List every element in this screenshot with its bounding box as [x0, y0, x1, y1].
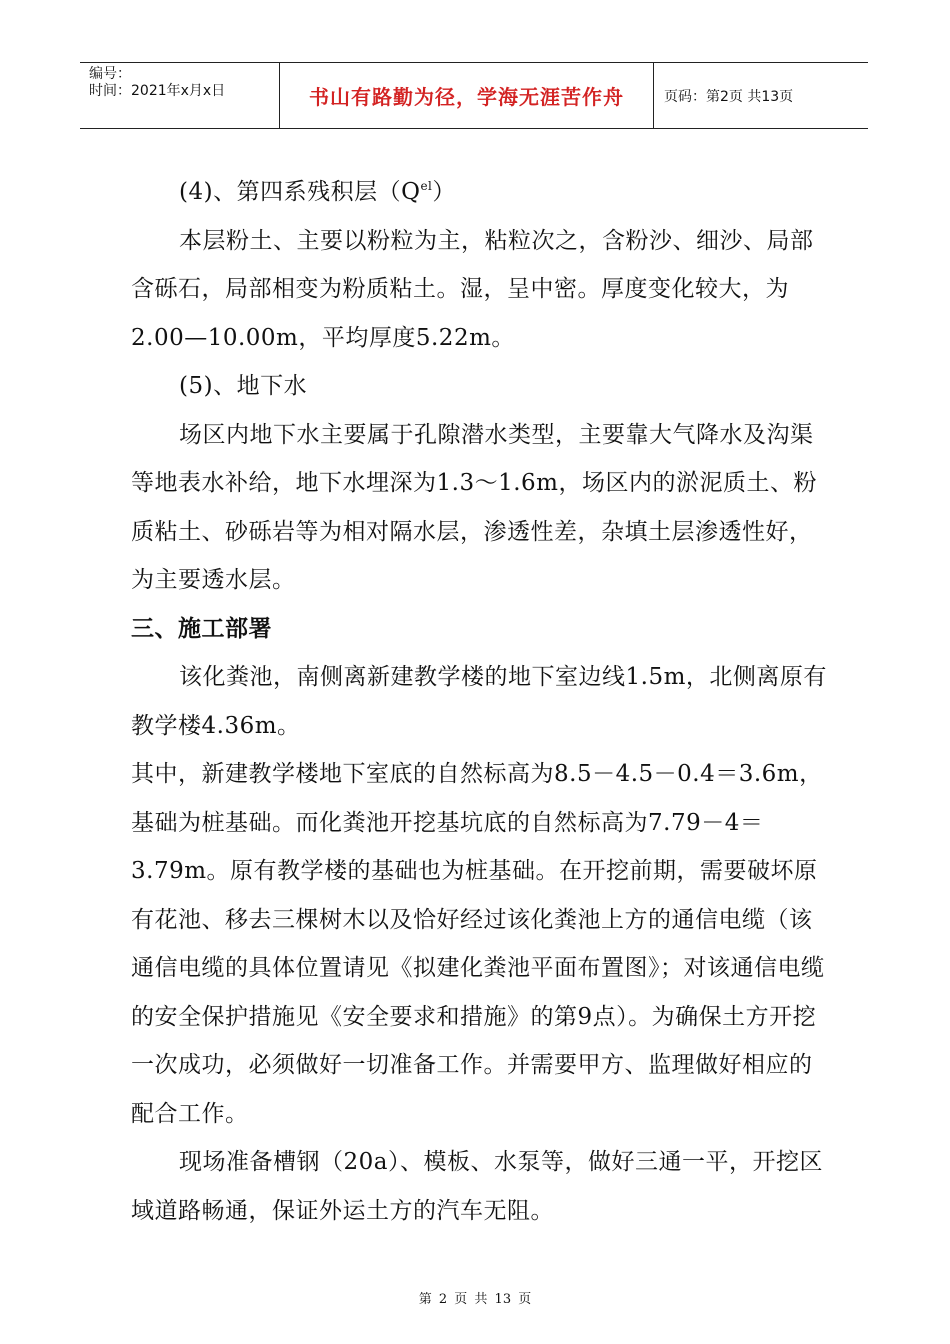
page-footer: 第 2 页 共 13 页	[418, 1292, 532, 1307]
section-4-title	[131, 168, 831, 217]
document-number-label: 编号：	[89, 66, 131, 82]
deployment-paragraph-1: 该化粪池，南侧离新建教学楼的地下室边线1.5m，北侧离原有教学楼4.36m。	[131, 664, 827, 739]
header-page-info: 页码：第2页 共13页	[664, 88, 794, 105]
header-motto: 书山有路勤为径，学海无涯苦作舟	[280, 63, 654, 128]
chapter-3-heading: 三、施工部署	[131, 615, 272, 642]
document-date: 时间：2021年x月x日	[89, 83, 226, 99]
section-5-paragraph: 场区内地下水主要属于孔隙潜水类型，主要靠大气降水及沟渠等地表水补给，地下水埋深为1.3～1.6m，场区内的淤泥质土、粉质粘土、砂砾岩等为相对隔水层，渗透性差，杂填土层渗透性好，为主要透水层。	[131, 421, 817, 593]
deployment-paragraph-2: 其中，新建教学楼地下室底的自然标高为8.5－4.5－0.4＝3.6m，基础为桩基础。而化粪池开挖基坑底的自然标高为7.79－4＝3.79m。原有教学楼的基础也为桩基础。在开挖前期，需要破坏原有花池、移去三棵树木以及恰好经过该化粪池上方的通信电缆（该通信电缆的具体位置请见《拟建化粪池平面布置图》；对该通信电缆的安全保护措施见《安全要求和措施》的第9点）。为确保土方开挖一次成功，必须做好一切准备工作。并需要甲方、监理做好相应的配合工作。	[131, 761, 825, 1127]
document-body	[131, 168, 831, 1235]
page-header	[80, 62, 868, 129]
deployment-paragraph-3: 现场准备槽钢（20a）、模板、水泵等，做好三通一平，开挖区域道路畅通，保证外运土方的汽车无阻。	[131, 1149, 823, 1224]
section-4-title-superscript: el	[420, 179, 433, 193]
section-5-title: (5)、地下水	[179, 373, 308, 399]
header-meta	[80, 63, 280, 128]
section-4-paragraph: 本层粉土、主要以粉粒为主，粘粒次之，含粉沙、细沙、局部含砾石，局部相变为粉质粘土。湿，呈中密。厚度变化较大，为2.00—10.00m，平均厚度5.22m。	[131, 227, 814, 351]
section-4-title-text: (4)、第四系残积层（Q	[179, 179, 421, 205]
section-4-title-close: ）	[432, 179, 456, 205]
